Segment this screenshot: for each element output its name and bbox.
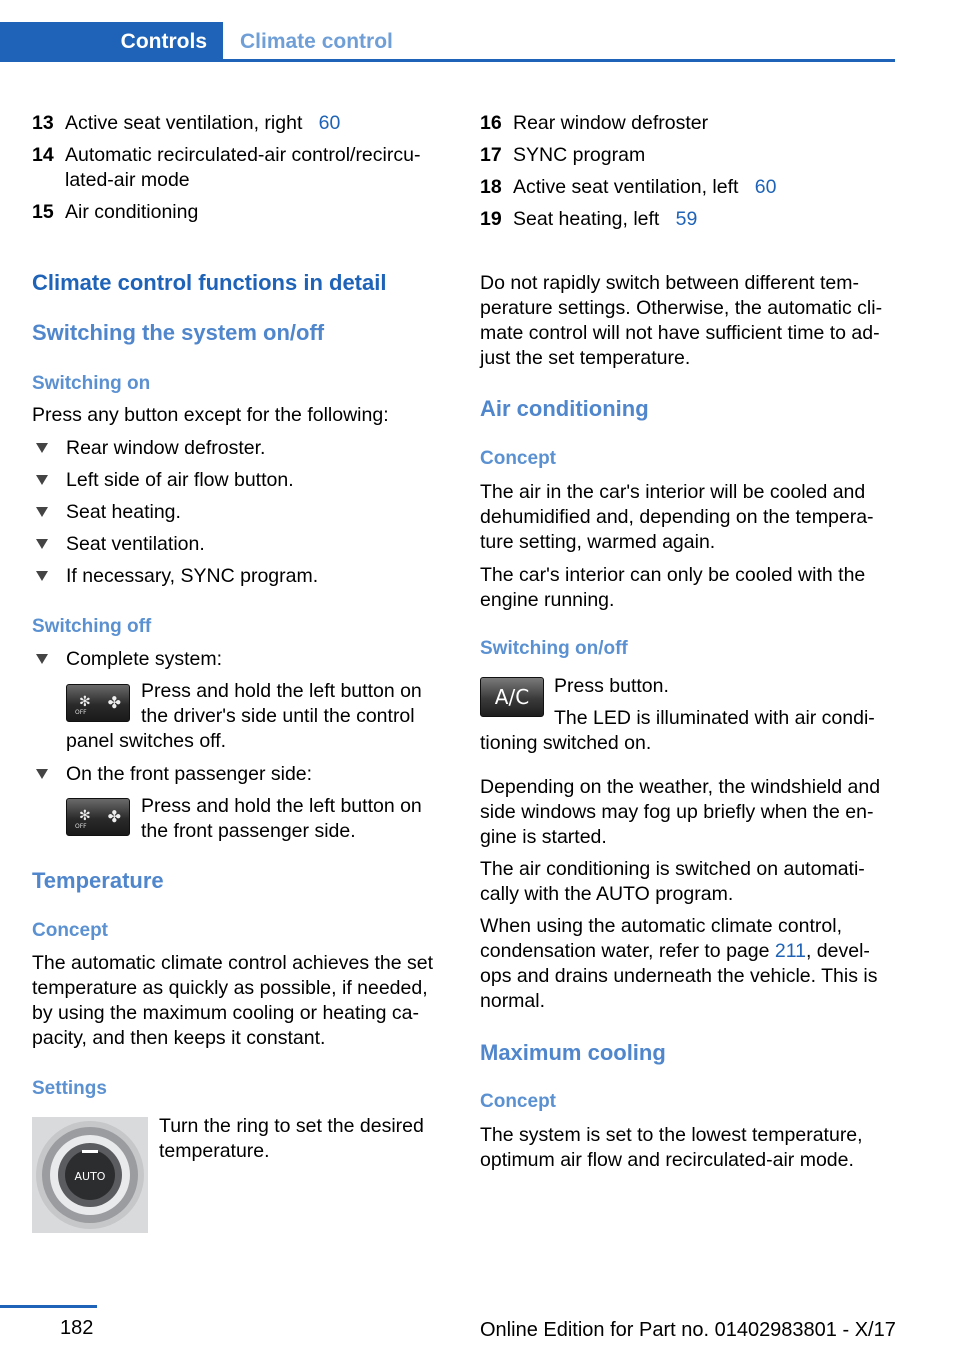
page-ref-link[interactable]: 60 <box>754 176 777 198</box>
paragraph: The automatic climate control achieves the set <box>32 952 434 974</box>
list-item-title: Complete system: <box>66 648 223 670</box>
heading-settings: Settings <box>32 1078 107 1099</box>
ac-button-image <box>480 677 544 717</box>
paragraph: The air conditioning is switched on automati- <box>480 858 865 880</box>
heading-maximum-cooling: Maximum cooling <box>480 1040 666 1065</box>
paragraph: Depending on the weather, the windshield and <box>480 776 881 798</box>
paragraph: Turn the ring to set the desired <box>159 1115 424 1137</box>
triangle-bullet-icon <box>36 654 48 664</box>
item-number: 16 <box>480 112 502 134</box>
off-label: OFF <box>75 709 87 716</box>
triangle-bullet-icon <box>36 769 48 779</box>
paragraph: Press and hold the left button on <box>141 680 422 702</box>
item-number: 18 <box>480 176 502 198</box>
paragraph: the driver's side until the control <box>141 705 415 727</box>
paragraph: gine is started. <box>480 826 607 848</box>
header-rule <box>0 59 895 62</box>
paragraph: side windows may fog up briefly when the en- <box>480 801 874 823</box>
heading-temperature: Temperature <box>32 868 164 893</box>
temperature-ring-icon <box>32 1117 148 1233</box>
item-text: Seat heating, left 59 <box>513 208 698 230</box>
item-text: Automatic recirculated-air control/recircu- <box>65 144 421 166</box>
heading-concept: Concept <box>480 1091 556 1112</box>
paragraph: The LED is illuminated with air condi- <box>554 707 875 729</box>
paragraph: ture setting, warmed again. <box>480 531 716 553</box>
off-label: OFF <box>75 823 87 830</box>
tab-climate-control[interactable]: Climate control <box>240 30 393 53</box>
heading-switching-off: Switching off <box>32 616 152 637</box>
paragraph: Press button. <box>554 675 669 697</box>
paragraph: The air in the car's interior will be cooled and <box>480 481 866 503</box>
item-number: 14 <box>32 144 54 166</box>
item-number: 19 <box>480 208 502 230</box>
paragraph: mate control will not have sufficient time to ad- <box>480 322 880 344</box>
paragraph: When using the automatic climate control, <box>480 915 843 937</box>
fan-small-icon: ✻ <box>79 807 91 823</box>
paragraph: Do not rapidly switch between different tem- <box>480 272 859 294</box>
item-text: Active seat ventilation, left 60 <box>513 176 777 198</box>
paragraph: condensation water, refer to page 211, devel- <box>480 940 870 962</box>
paragraph: temperature. <box>159 1140 270 1162</box>
list-item: Seat ventilation. <box>66 533 205 555</box>
paragraph: Press and hold the left button on <box>141 795 422 817</box>
list-item: Rear window defroster. <box>66 437 266 459</box>
triangle-bullet-icon <box>36 507 48 517</box>
page-ref-link[interactable]: 211 <box>774 940 806 962</box>
paragraph: ops and drains underneath the vehicle. This is <box>480 965 878 987</box>
ac-label: A/C <box>494 685 530 709</box>
edition-note: Online Edition for Part no. 01402983801 - X/17 <box>480 1319 896 1341</box>
heading-concept: Concept <box>32 920 108 941</box>
paragraph: engine running. <box>480 589 615 611</box>
paragraph: pacity, and then keeps it constant. <box>32 1027 326 1049</box>
item-number: 15 <box>32 201 54 223</box>
triangle-bullet-icon <box>36 539 48 549</box>
footer-rule <box>0 1305 97 1308</box>
fan-icon: ✤ <box>107 695 121 712</box>
triangle-bullet-icon <box>36 475 48 485</box>
list-item-title: On the front passenger side: <box>66 763 313 785</box>
paragraph: perature settings. Otherwise, the automatic cli- <box>480 297 883 319</box>
paragraph: the front passenger side. <box>141 820 356 842</box>
paragraph: normal. <box>480 990 546 1012</box>
fan-off-button-image <box>66 684 130 722</box>
paragraph: temperature as quickly as possible, if needed, <box>32 977 428 999</box>
svg-text:AUTO: AUTO <box>74 1170 106 1183</box>
paragraph: just the set temperature. <box>480 347 691 369</box>
paragraph: The car's interior can only be cooled with the <box>480 564 866 586</box>
page-ref-link[interactable]: 60 <box>318 112 341 134</box>
item-text: Active seat ventilation, right 60 <box>65 112 341 134</box>
page-ref-link[interactable]: 59 <box>675 208 698 230</box>
heading-switching-system: Switching the system on/off <box>32 320 325 345</box>
tab-controls[interactable]: Controls <box>0 22 223 62</box>
triangle-bullet-icon <box>36 571 48 581</box>
list-item: Left side of air flow button. <box>66 469 294 491</box>
list-item: Seat heating. <box>66 501 181 523</box>
triangle-bullet-icon <box>36 443 48 453</box>
paragraph: optimum air flow and recirculated-air mode. <box>480 1149 854 1171</box>
item-text: SYNC program <box>513 144 646 166</box>
fan-off-button-image <box>66 798 130 836</box>
heading-concept: Concept <box>480 448 556 469</box>
item-number: 17 <box>480 144 502 166</box>
heading-switching-on: Switching on <box>32 373 151 394</box>
fan-icon: ✤ <box>107 809 121 826</box>
heading-air-conditioning: Air conditioning <box>480 396 649 421</box>
item-text: Air conditioning <box>65 201 199 223</box>
paragraph: tioning switched on. <box>480 732 652 754</box>
paragraph: dehumidified and, depending on the tempera- <box>480 506 874 528</box>
fan-small-icon: ✻ <box>79 693 91 709</box>
paragraph: cally with the AUTO program. <box>480 883 734 905</box>
item-text: Rear window defroster <box>513 112 709 134</box>
paragraph: by using the maximum cooling or heating ca- <box>32 1002 419 1024</box>
paragraph: panel switches off. <box>66 730 227 752</box>
temperature-ring-image <box>32 1117 148 1233</box>
heading-functions-detail: Climate control functions in detail <box>32 270 387 295</box>
page-number: 182 <box>60 1317 94 1339</box>
item-text: lated-air mode <box>65 169 190 191</box>
item-number: 13 <box>32 112 54 134</box>
list-item: If necessary, SYNC program. <box>66 565 319 587</box>
paragraph: Press any button except for the following: <box>32 404 389 426</box>
heading-switching-on-off: Switching on/off <box>480 638 628 659</box>
paragraph: The system is set to the lowest temperature, <box>480 1124 863 1146</box>
